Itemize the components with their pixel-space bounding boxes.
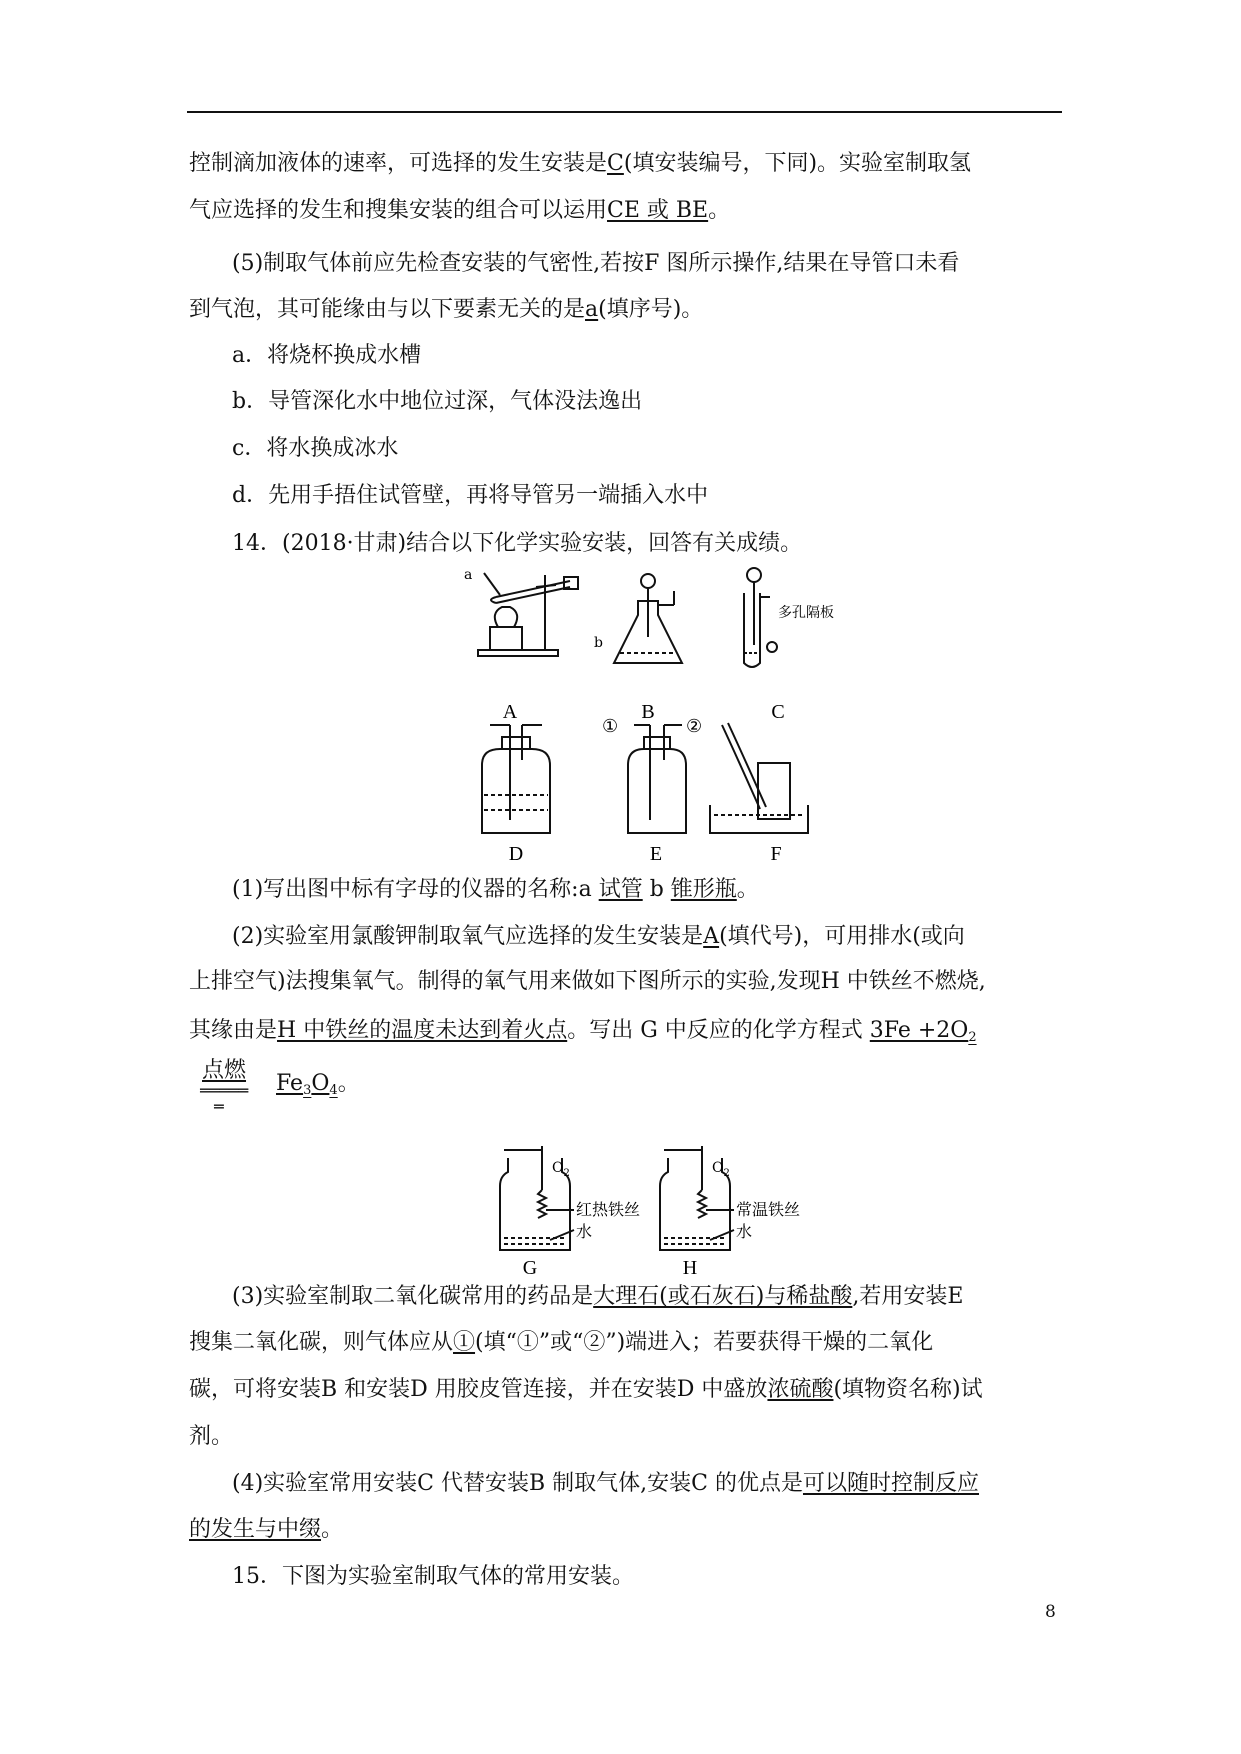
answer-blank: CE 或 BE — [607, 198, 709, 223]
option-b: b．导管深化水中地位过深，气体没法逸出 — [232, 389, 643, 414]
iron-wire-figure — [490, 1140, 820, 1280]
answer-blank: 可以随时控制反应 — [802, 1471, 979, 1496]
label-hot-wire: 红热铁丝 — [576, 1200, 641, 1219]
apparatus-b — [614, 574, 682, 663]
text-line: (1)写出图中标有字母的仪器的名称:a 试管 b 锥形瓶。 — [232, 877, 759, 902]
apparatus-figure — [460, 565, 834, 865]
question-14: 14．(2018·甘肃)结合以下化学实验安装，回答有关成绩。 — [232, 531, 803, 556]
label-room-temp-wire: 常温铁丝 — [736, 1200, 801, 1219]
text-line: 上排空气)法搜集氧气。制得的氧气用来做如下图所示的实验,发现H 中铁丝不燃烧, — [189, 969, 986, 994]
label-port-2: ② — [686, 716, 703, 737]
text-line: (4)实验室常用安装C 代替安装B 制取气体,安装C 的优点是可以随时控制反应 — [232, 1471, 979, 1496]
label-porous-plate: 多孔隔板 — [778, 605, 834, 621]
question-15: 15．下图为实验室制取气体的常用安装。 — [232, 1564, 634, 1589]
answer-blank: a — [585, 297, 599, 322]
equation-product: $Fe_3O_4$。 — [276, 1071, 360, 1098]
caption-a: A — [502, 701, 518, 723]
apparatus-a — [478, 573, 578, 656]
reaction-condition: 点燃 — [202, 1058, 247, 1083]
caption-g: G — [522, 1257, 538, 1279]
apparatus-c — [744, 568, 777, 667]
option-c: c．将水换成冰水 — [232, 436, 399, 461]
answer-blank: 试管 — [598, 877, 643, 902]
answer-blank: C — [607, 151, 624, 176]
answer-blank: 锥形瓶 — [670, 877, 737, 902]
answer-blank: 大理石(或石灰石)与稀盐酸 — [593, 1284, 853, 1309]
text-line: 其缘由是H 中铁丝的温度未达到着火点。写出 G 中反应的化学方程式 $3Fe +2O_2$ — [189, 1018, 977, 1045]
page-number: 8 — [1045, 1602, 1056, 1622]
caption-h: H — [682, 1257, 698, 1279]
text-line: 气应选择的发生和搜集安装的组合可以运用CE 或 BE。 — [189, 198, 731, 223]
answer-blank: 浓硫酸 — [767, 1377, 834, 1402]
text-line: 剂。 — [189, 1424, 234, 1449]
label-water-h: 水 — [736, 1222, 753, 1241]
text-line: (2)实验室用氯酸钾制取氧气应选择的发生安装是A(填代号)，可用排水(或向 — [232, 924, 965, 949]
text-line: 碳，可将安装B 和安装D 用胶皮管连接，并在安装D 中盛放浓硫酸(填物资名称)试 — [189, 1377, 983, 1402]
text-line: (5)制取气体前应先检查安装的气密性,若按F 图所示操作,结果在导管口未看 — [232, 251, 960, 276]
caption-c: C — [771, 701, 785, 723]
caption-d: D — [508, 843, 524, 865]
answer-blank: A — [703, 924, 720, 949]
text-line: 控制滴加液体的速率，可选择的发生安装是C(填安装编号，下同)。实验室制取氢 — [189, 151, 972, 176]
text-line: (3)实验室制取二氧化碳常用的药品是大理石(或石灰石)与稀盐酸,若用安装E — [232, 1284, 964, 1309]
label-port-1: ① — [602, 716, 619, 737]
equals-sign-tail: ═ — [214, 1097, 224, 1116]
o2-label-h: $O_2$ — [712, 1160, 730, 1179]
option-a: a．将烧杯换成水槽 — [232, 343, 422, 368]
answer-blank: ① — [453, 1330, 476, 1355]
equation-blank: 3Fe +2O — [869, 1018, 969, 1043]
apparatus-f — [710, 723, 808, 833]
caption-b: B — [641, 701, 655, 723]
text-line: 的发生与中缀。 — [189, 1517, 344, 1542]
o2-label-g: $O_2$ — [552, 1160, 570, 1179]
answer-blank: 的发生与中缀 — [189, 1517, 322, 1542]
label-a: a — [464, 567, 473, 583]
option-d: d．先用手捂住试管壁，再将导管另一端插入水中 — [232, 483, 709, 508]
header-rule — [187, 111, 1062, 113]
apparatus-d — [482, 725, 550, 833]
answer-blank: H 中铁丝的温度未达到着火点 — [277, 1018, 568, 1043]
caption-e: E — [649, 843, 663, 865]
text-line: 搜集二氧化碳，则气体应从①(填“①”或“②”)端进入；若要获得干燥的二氧化 — [189, 1330, 934, 1355]
caption-f: F — [770, 843, 782, 865]
apparatus-e — [628, 725, 686, 833]
text-line: 到气泡，其可能缘由与以下要素无关的是a(填序号)。 — [189, 297, 704, 322]
label-water-g: 水 — [576, 1222, 593, 1241]
label-b: b — [594, 635, 603, 651]
equals-sign: ═════ — [200, 1081, 249, 1100]
